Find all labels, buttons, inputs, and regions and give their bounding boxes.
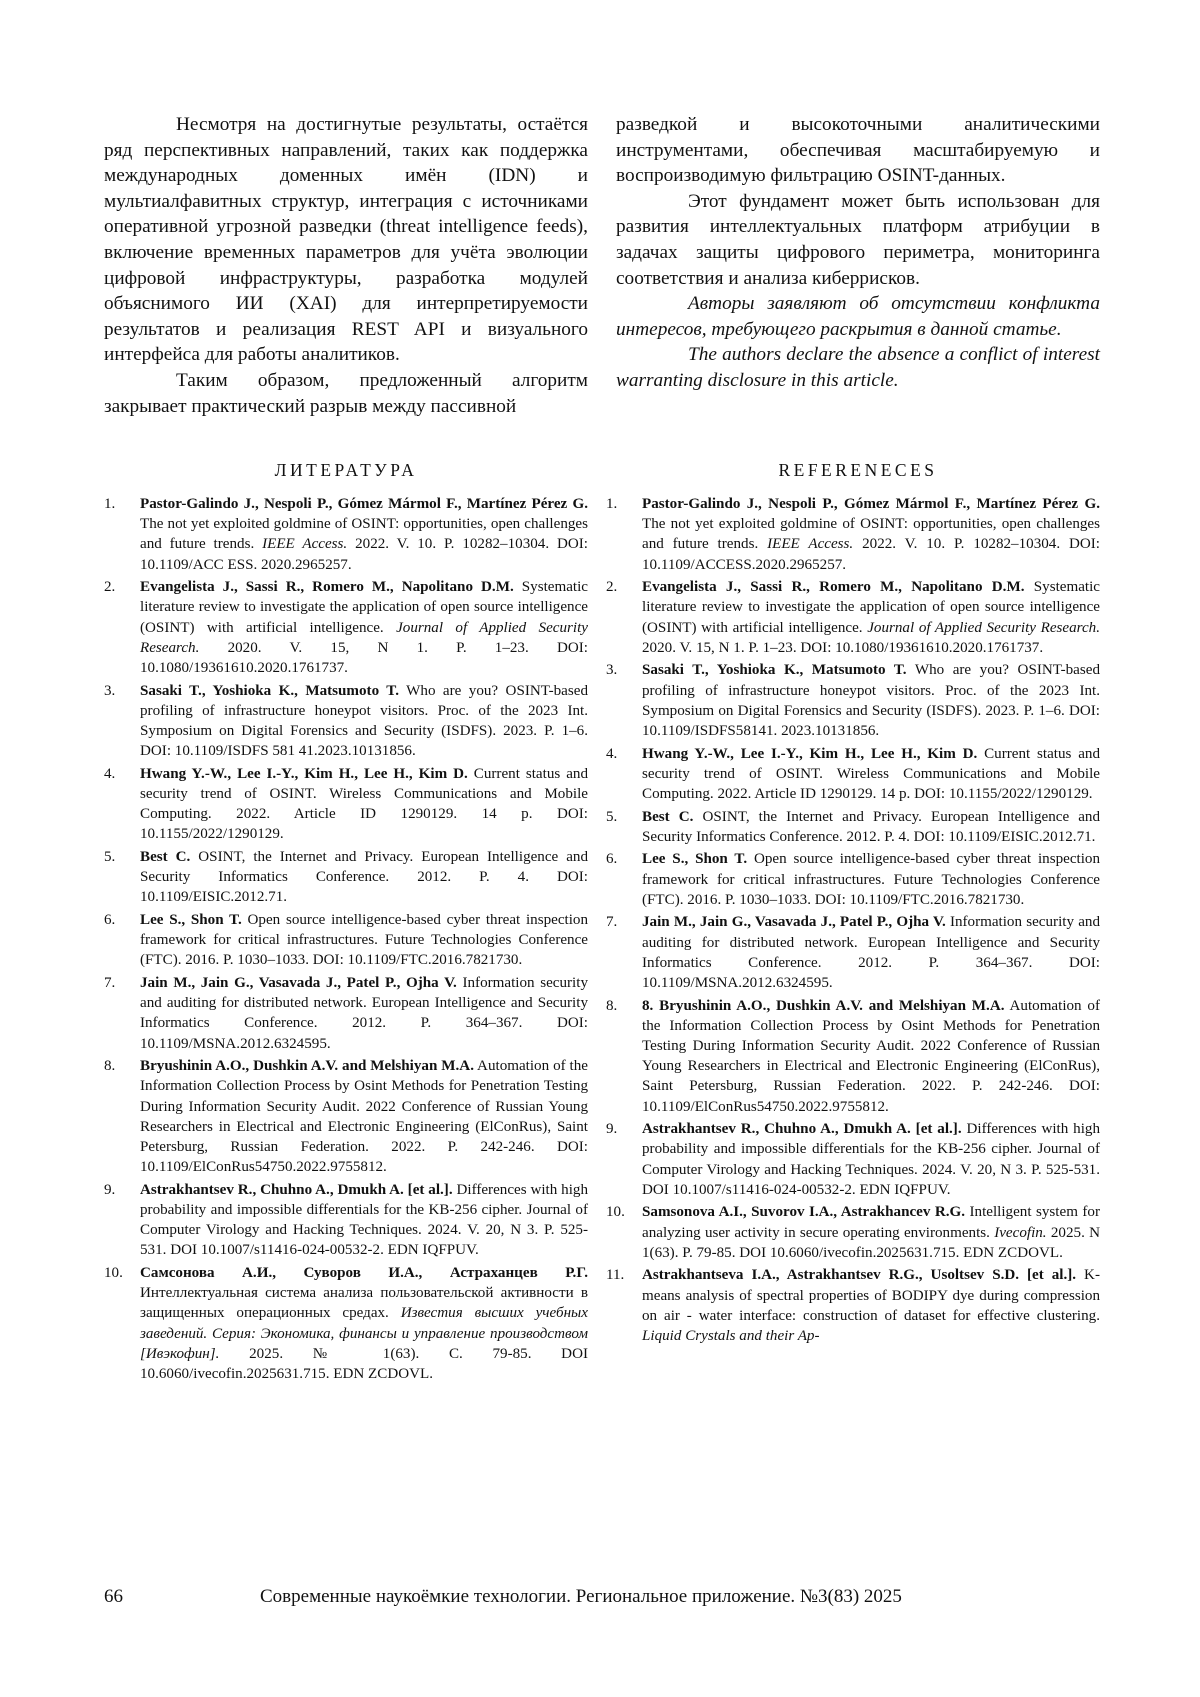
body-paragraph: Несмотря на достигнутые результаты, остаётся ряд перспективных направлений, таких как поддержка международных доменных имён (IDN) и мультиалфавитных структур, интеграция с источниками оперативной угрозной разведки (threat intelligence feeds), включение временных параметров для учёта эволюции цифровой инфраструктуры, разработка модулей объяснимого ИИ (XAI) для интерпретируемости результатов и реализация REST API и визуального интерфейса для работы аналитиков. bbox=[104, 114, 588, 366]
reference-item bbox=[606, 807, 1100, 847]
reference-number: 1. bbox=[606, 496, 618, 512]
reference-details: 2022. V. 10. P. 10282–10304. DOI: 10.1109/ACC ESS. 2020.2965257. bbox=[140, 536, 588, 573]
reference-authors: Samsonova A.I., Suvorov I.A., Astrakhancev R.G. bbox=[642, 1204, 966, 1221]
reference-details: 2020. V. 15, N 1. P. 1–23. DOI: 10.1080/19361610.2020.1761737. bbox=[642, 639, 1044, 656]
reference-authors: Sasaki T., Yoshioka K., Matsumoto T. bbox=[642, 662, 907, 679]
reference-item bbox=[606, 996, 1100, 1117]
reference-number: 1. bbox=[104, 496, 116, 512]
reference-item bbox=[606, 660, 1100, 741]
reference-number: 6. bbox=[104, 912, 116, 929]
reference-journal: Liquid Crystals and their Ap- bbox=[642, 1328, 820, 1345]
body-text-right-column bbox=[616, 112, 1100, 394]
reference-details: 2022. V. 10. P. 10282–10304. DOI: 10.1109/ACCESS.2020.2965257. bbox=[642, 536, 1100, 573]
reference-text: Automation of the Information Collection Process by Osint Methods for Penetration Testing During Information Security Audit. 2022 Conference of Russian Young Researchers in Electrical and Electronic Engineering (ElConRus), Saint Petersburg, Russian Federation. 2022. P. 242-246. DOI: 10.1109/ElConRus54750.2022.9755812. bbox=[642, 997, 1100, 1115]
reference-authors: Самсонова А.И., Суворов И.А., Астраханцев Р.Г. bbox=[140, 1265, 588, 1282]
body-paragraph: разведкой и высокоточными аналитическими инструментами, обеспечивая масштабируемую и воспроизводимую фильтрацию OSINT-данных. bbox=[616, 114, 1100, 187]
reference-list-en bbox=[606, 494, 1100, 1349]
reference-details: 2025. N 1(63). P. 79-85. DOI 10.6060/ivecofin.2025631.715. EDN ZCDOVL. bbox=[642, 1224, 1101, 1261]
reference-item bbox=[104, 1180, 588, 1261]
reference-text: Open source intelligence-based cyber threat inspection framework for critical infrastructures. Future Technologies Conference (FTC). 2016. P. 1030–1033. DOI: 10.1109/FTC.2016.7821730. bbox=[642, 851, 1101, 908]
conflict-statement-ru: Авторы заявляют об отсутствии конфликта интересов, требующего раскрытия в данной статье. bbox=[616, 293, 1100, 340]
page-number: 66 bbox=[104, 1586, 123, 1607]
conflict-statement-en: The authors declare the absence a conflict of interest warranting disclosure in this article. bbox=[616, 344, 1100, 391]
reference-number: 7. bbox=[104, 975, 116, 992]
body-text-left-column bbox=[104, 112, 588, 419]
reference-number: 10. bbox=[104, 1265, 123, 1282]
reference-number: 2. bbox=[606, 579, 618, 596]
reference-text: Who are you? OSINT-based profiling of infrastructure honeypot visitors. Proc. of the 2023 Int. Symposium on Digital Forensics and Security (ISDFS). 2023. P. 1–6. DOI: 10.1109/ISDFS58141. 2023.10131856. bbox=[642, 662, 1100, 740]
reference-list-ru bbox=[104, 494, 588, 1387]
references-heading-ru: ЛИТЕРАТУРА bbox=[274, 460, 418, 480]
reference-item bbox=[606, 494, 1100, 575]
reference-details: 2025. № 1(63). С. 79-85. DOI 10.6060/ivecofin.2025631.715. EDN ZCDOVL. bbox=[140, 1345, 588, 1383]
reference-item bbox=[606, 1265, 1100, 1346]
reference-item bbox=[104, 494, 588, 575]
reference-text: K-means analysis of spectral properties of BODIPY dye during compression on air - water interface: construction of dataset for effective clustering. bbox=[642, 1267, 1100, 1324]
reference-authors: Lee S., Shon T. bbox=[642, 851, 748, 868]
reference-item bbox=[104, 973, 588, 1054]
reference-authors: Astrakhantsev R., Chuhno A., Dmukh A. [et al.]. bbox=[642, 1121, 962, 1138]
reference-item bbox=[104, 847, 588, 908]
reference-text: Systematic literature review to investigate the application of open source intelligence (OSINT) with artificial intelligence. bbox=[642, 579, 1100, 636]
reference-item bbox=[606, 1202, 1100, 1263]
reference-journal: Journal of Applied Security Research. bbox=[140, 619, 588, 656]
body-paragraph: Таким образом, предложенный алгоритм закрывает практический разрыв между пассивной bbox=[104, 369, 588, 417]
reference-number: 11. bbox=[606, 1267, 625, 1284]
reference-journal: Journal of Applied Security Research. bbox=[867, 619, 1100, 636]
reference-number: 7. bbox=[606, 914, 618, 931]
reference-authors: Pastor-Galindo J., Nespoli P., Gómez Mármol F., Martínez Pérez G. bbox=[642, 496, 1100, 512]
reference-item bbox=[104, 1056, 588, 1177]
reference-authors: Lee S., Shon T. bbox=[140, 912, 242, 929]
reference-authors: Sasaki T., Yoshioka K., Matsumoto T. bbox=[140, 682, 399, 699]
reference-journal: Известия высших учебных заведений. Серия: Экономика, финансы и управление производством [Ивэкофин]. bbox=[140, 1305, 588, 1362]
reference-item bbox=[606, 1119, 1100, 1200]
reference-text: Information security and auditing for distributed network. European Intelligence and Security Informatics Conference. 2012. P. 364–367. DOI: 10.1109/MSNA.2012.6324595. bbox=[140, 975, 588, 1052]
reference-text: The not yet exploited goldmine of OSINT: opportunities, open challenges and future trends. bbox=[642, 516, 1100, 553]
reference-item bbox=[606, 577, 1100, 658]
reference-text: Open source intelligence-based cyber threat inspection framework for critical infrastructures. Future Technologies Conference (FTC). 2016. P. 1030–1033. DOI: 10.1109/FTC.2016.7821730. bbox=[140, 912, 589, 969]
reference-item bbox=[104, 910, 588, 971]
reference-text: OSINT, the Internet and Privacy. European Intelligence and Security Informatics Conference. 2012. P. 4. DOI: 10.1109/EISIC.2012.71. bbox=[642, 808, 1101, 845]
reference-authors: Hwang Y.-W., Lee I.-Y., Kim H., Lee H., Kim D. bbox=[140, 765, 468, 782]
reference-item bbox=[104, 1263, 588, 1384]
reference-item bbox=[606, 912, 1100, 993]
reference-authors: 8. Bryushinin A.O., Dushkin A.V. and Melshiyan M.A. bbox=[642, 997, 1005, 1014]
reference-details: 2020. V. 15, N 1. P. 1–23. DOI: 10.1080/19361610.2020.1761737. bbox=[140, 639, 588, 677]
reference-number: 5. bbox=[606, 808, 618, 825]
reference-text: Интеллектуальная система анализа пользовательской активности в защищенных операционных средах. bbox=[140, 1285, 588, 1322]
reference-number: 10. bbox=[606, 1204, 625, 1221]
reference-authors: Evangelista J., Sassi R., Romero M., Napolitano D.M. bbox=[140, 579, 514, 596]
reference-journal: Ivecofin. bbox=[994, 1224, 1047, 1241]
reference-text: Current status and security trend of OSINT. Wireless Communications and Mobile Computing. 2022. Article ID 1290129. 14 p. DOI: 10.1155/2022/1290129. bbox=[642, 745, 1100, 803]
reference-text: Differences with high probability and impossible differentials for the KB-256 cipher. Journal of Computer Virology and Hacking Techniques. 2024. V. 20, N 3. P. 525-531. DOI 10.1007/s11416-024-00532-2. EDN IQFPUV. bbox=[642, 1121, 1100, 1198]
reference-authors: Best C. bbox=[140, 849, 191, 866]
reference-item bbox=[606, 849, 1100, 910]
reference-journal: IEEE Access. bbox=[767, 536, 854, 553]
reference-number: 9. bbox=[606, 1121, 618, 1138]
references-heading-en: REFERENECES bbox=[778, 460, 938, 480]
reference-number: 3. bbox=[104, 682, 116, 699]
reference-text: Intelligent system for analyzing user activity in secure operating environments. bbox=[642, 1204, 1100, 1241]
reference-number: 8. bbox=[104, 1058, 116, 1075]
reference-journal: IEEE Access. bbox=[262, 536, 348, 553]
reference-text: Systematic literature review to investigate the application of open source intelligence (OSINT) with artificial intelligence. bbox=[140, 579, 588, 636]
reference-number: 6. bbox=[606, 851, 618, 868]
reference-authors: Jain M., Jain G., Vasavada J., Patel P., Ojha V. bbox=[140, 975, 457, 992]
reference-number: 4. bbox=[104, 765, 116, 782]
reference-text: Differences with high probability and impossible differentials for the KB-256 cipher. Journal of Computer Virology and Hacking Techniques. 2024. V. 20, N 3. P. 525-531. DOI 10.1007/s11416-024-00532-2. EDN IQFPUV. bbox=[140, 1181, 588, 1259]
reference-authors: Astrakhantsev R., Chuhno A., Dmukh A. [et al.]. bbox=[140, 1181, 453, 1198]
reference-number: 9. bbox=[104, 1181, 116, 1198]
reference-text: Current status and security trend of OSINT. Wireless Communications and Mobile Computing. 2022. Article ID 1290129. 14 p. DOI: 10.1155/2022/1290129. bbox=[140, 765, 589, 843]
reference-authors: Bryushinin A.O., Dushkin A.V. and Melshiyan M.A. bbox=[140, 1058, 474, 1075]
reference-number: 4. bbox=[606, 745, 618, 762]
reference-authors: Best C. bbox=[642, 808, 694, 825]
reference-text: Information security and auditing for distributed network. European Intelligence and Security Informatics Conference. 2012. P. 364–367. DOI: 10.1109/MSNA.2012.6324595. bbox=[642, 914, 1100, 992]
reference-number: 8. bbox=[606, 997, 618, 1014]
reference-text: The not yet exploited goldmine of OSINT: opportunities, open challenges and future trends. bbox=[140, 516, 588, 553]
reference-text: Automation of the Information Collection Process by Osint Methods for Penetration Testing During Information Security Audit. 2022 Conference of Russian Young Researchers in Electrical and Electronic Engineering (ElConRus), Saint Petersburg, Russian Federation. 2022. P. 242-246. DOI: 10.1109/ElConRus54750.2022.9755812. bbox=[140, 1058, 588, 1176]
reference-text: OSINT, the Internet and Privacy. European Intelligence and Security Informatics Conference. 2012. P. 4. DOI: 10.1109/EISIC.2012.71. bbox=[140, 849, 589, 906]
reference-item bbox=[104, 577, 588, 678]
reference-authors: Astrakhantseva I.A., Astrakhantsev R.G., Usoltsev S.D. [et al.]. bbox=[642, 1267, 1077, 1284]
reference-text: Who are you? OSINT-based profiling of infrastructure honeypot visitors. Proc. of the 2023 Int. Symposium on Digital Forensics and Security (ISDFS). 2023. P. 1–6. DOI: 10.1109/ISDFS 581 41.2023.10131856. bbox=[140, 682, 588, 760]
reference-authors: Hwang Y.-W., Lee I.-Y., Kim H., Lee H., Kim D. bbox=[642, 745, 978, 762]
page-footer bbox=[104, 1586, 1100, 1612]
reference-authors: Evangelista J., Sassi R., Romero M., Napolitano D.M. bbox=[642, 579, 1025, 596]
body-paragraph: Этот фундамент может быть использован для развития интеллектуальных платформ атрибуции в задачах защиты цифрового периметра, мониторинга соответствия и анализа киберрисков. bbox=[616, 190, 1100, 289]
reference-authors: Pastor-Galindo J., Nespoli P., Gómez Mármol F., Martínez Pérez G. bbox=[140, 496, 588, 512]
reference-item bbox=[104, 764, 588, 845]
reference-number: 2. bbox=[104, 579, 116, 596]
reference-item bbox=[606, 744, 1100, 805]
reference-number: 5. bbox=[104, 849, 116, 866]
journal-title: Современные наукоёмкие технологии. Региональное приложение. №3(83) 2025 bbox=[260, 1586, 902, 1607]
reference-number: 3. bbox=[606, 662, 618, 679]
reference-authors: Jain M., Jain G., Vasavada J., Patel P., Ojha V. bbox=[642, 914, 946, 931]
reference-item bbox=[104, 681, 588, 762]
